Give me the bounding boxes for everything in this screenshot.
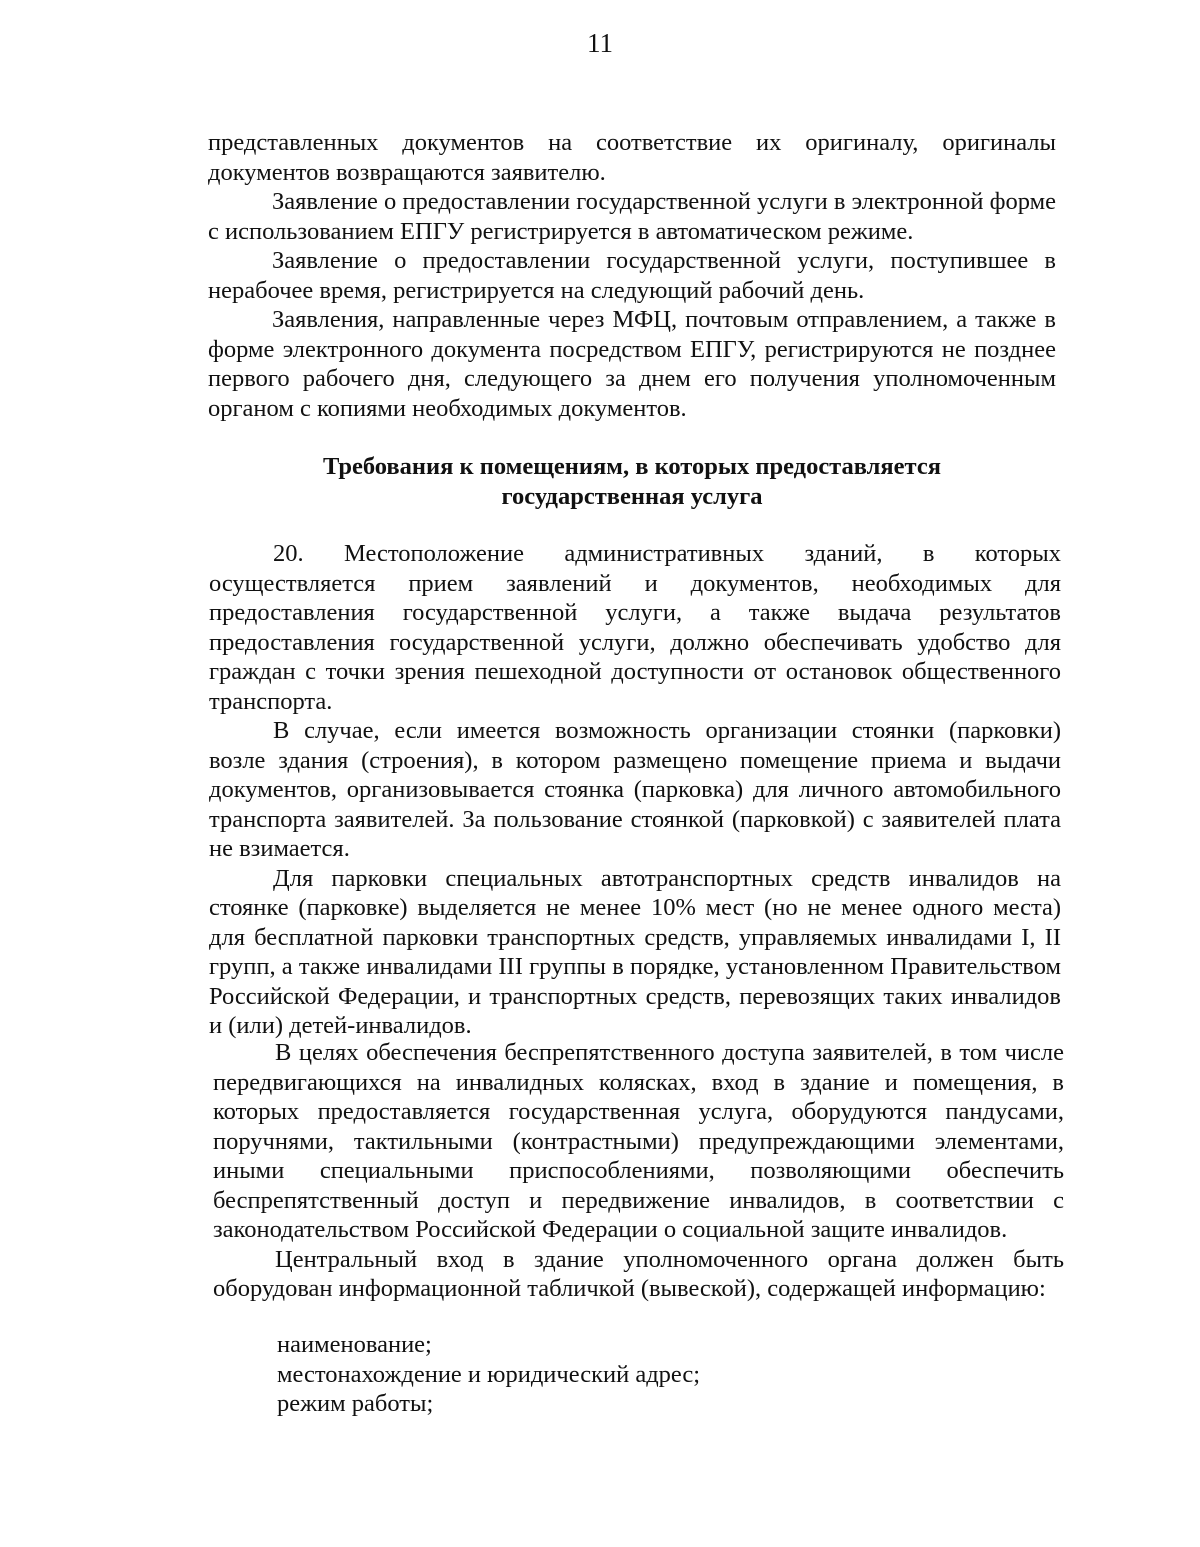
information-list: [277, 1330, 700, 1419]
text-block-location: [209, 539, 1061, 1041]
section-heading: [208, 452, 1056, 512]
page-number: 11: [587, 28, 613, 58]
paragraph: Для парковки специальных автотранспортных средств инвалидов на стоянке (парковке) выделяется не менее 10% мест (но не менее одного места) для бесплатной парковки транспортных средств, управляемых инвалидами I, II групп, а также инвалидами III группы в порядке, установленном Правительством Российской Федерации, и транспортных средств, перевозящих таких инвалидов и (или) детей-инвалидов.: [209, 864, 1061, 1039]
paragraph: представленных документов на соответствие их оригиналу, оригиналы документов возвращаются заявителю.: [208, 129, 1056, 186]
section-heading-line: Требования к помещениям, в которых предоставляется: [322, 453, 942, 480]
paragraph: Заявление о предоставлении государственной услуги, поступившее в нерабочее время, регистрируется на следующий рабочий день.: [208, 247, 1056, 304]
text-block-intro: [208, 128, 1056, 423]
paragraph-item-20: 20. Местоположение административных зданий, в которых осуществляется прием заявлений и документов, необходимых для предоставления государственной услуги, а также выдача результатов предоставления государственной услуги, должно обеспечивать удобство для граждан с точки зрения пешеходной доступности от остановок общественного транспорта.: [209, 540, 1061, 715]
section-heading-line: государственная услуга: [501, 483, 763, 510]
list-item: наименование;: [277, 1331, 432, 1358]
paragraph: Заявления, направленные через МФЦ, почтовым отправлением, а также в форме электронного документа посредством ЕПГУ, регистрируются не позднее первого рабочего дня, следующего за днем его получения уполномоченным органом с копиями необходимых документов.: [208, 306, 1056, 422]
text-block-accessibility: [213, 1038, 1064, 1304]
paragraph: В целях обеспечения беспрепятственного доступа заявителей, в том числе передвигающихся на инвалидных колясках, вход в здание и помещения, в которых предоставляется государственная услуга, оборудуются пандусами, поручнями, тактильными (контрастными) предупреждающими элементами, иными специальными приспособлениями, позволяющими обеспечить беспрепятственный доступ и передвижение инвалидов, в соответствии с законодательством Российской Федерации о социальной защите инвалидов.: [213, 1039, 1064, 1243]
paragraph: В случае, если имеется возможность организации стоянки (парковки) возле здания (строения), в котором размещено помещение приема и выдачи документов, организовывается стоянка (парковка) для личного автомобильного транспорта заявителей. За пользование стоянкой (парковкой) с заявителей плата не взимается.: [209, 717, 1061, 862]
list-item: режим работы;: [277, 1390, 434, 1417]
paragraph: Центральный вход в здание уполномоченного органа должен быть оборудован информационной табличкой (вывеской), содержащей информацию:: [213, 1245, 1064, 1302]
list-item: местонахождение и юридический адрес;: [277, 1360, 701, 1388]
paragraph: Заявление о предоставлении государственной услуги в электронной форме с использованием ЕПГУ регистрируется в автоматическом режиме.: [208, 188, 1056, 245]
